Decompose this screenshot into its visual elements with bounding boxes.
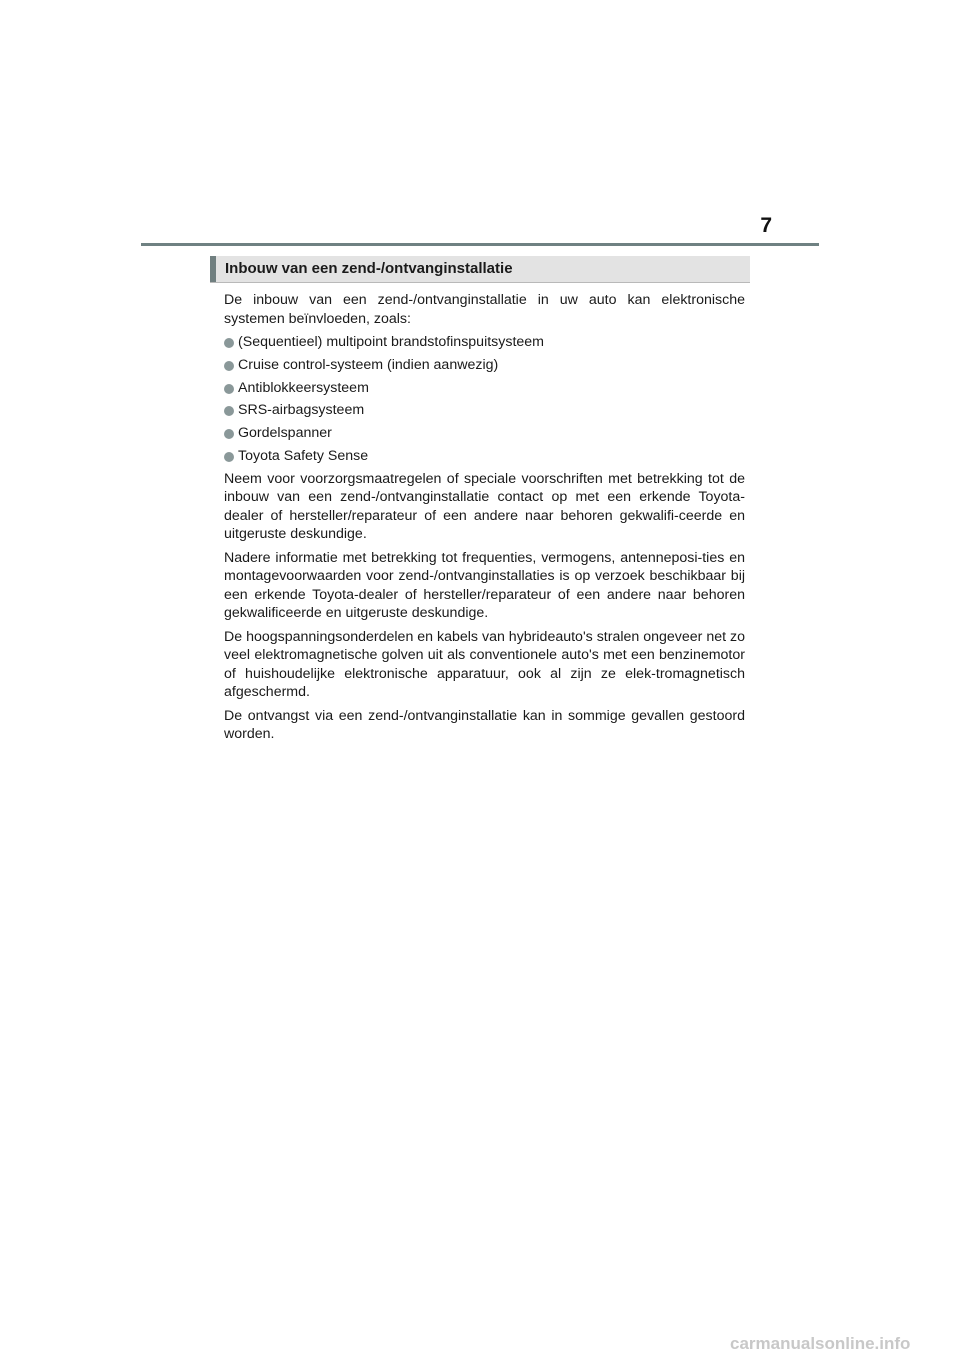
list-item [224, 379, 745, 398]
body-paragraph: De hoogspanningsonderdelen en kabels van hybrideauto's stralen ongeveer net zo veel elektromagnetische golven uit als conventionele auto's met een benzinemotor of huishoudelijke elektronische apparatuur, ook al zijn ze elek-tromagnetisch afgeschermd. [224, 628, 745, 701]
list-item-text: (Sequentieel) multipoint brandstofinspuitsysteem [238, 334, 544, 350]
list-item-text: SRS-airbagsysteem [238, 402, 365, 419]
body-paragraph: De ontvangst via een zend-/ontvanginstallatie kan in sommige gevallen gestoord worden. [224, 707, 745, 743]
list-item [224, 447, 745, 466]
content-body [224, 291, 745, 749]
section-title: Inbouw van een zend-/ontvanginstallatie [225, 260, 513, 277]
header-rule [141, 243, 819, 246]
list-item-text: Cruise control-systeem (indien aanwezig) [238, 356, 499, 373]
intro-paragraph: De inbouw van een zend-/ontvanginstallatie in uw auto kan elektronische systemen beïnvloeden, zoals: [224, 292, 745, 327]
section-heading-accent [210, 256, 216, 282]
bullet-dot-icon [224, 406, 234, 416]
list-item [224, 356, 745, 375]
affected-systems-list [224, 333, 745, 465]
bullet-dot-icon [224, 429, 234, 439]
watermark: carmanualsonline.info [730, 1334, 911, 1353]
body-paragraph: Neem voor voorzorgsmaatregelen of speciale voorschriften met betrekking tot de inbouw van een zend-/ontvanginstallatie contact op met een erkende Toyota-dealer of hersteller/reparateur of een andere naar behoren gekwalifi-ceerde en uitgeruste deskundige. [224, 470, 745, 543]
list-item [224, 424, 745, 443]
body-paragraph: Nadere informatie met betrekking tot frequenties, vermogens, antenneposi-ties en montagevoorwaarden voor zend-/ontvanginstallaties is op verzoek beschikbaar bij een erkende Toyota-dealer of hersteller/reparateur of een andere naar behoren gekwalificeerde en uitgeruste deskundige. [224, 549, 745, 622]
list-item [224, 333, 745, 352]
bullet-dot-icon [224, 338, 234, 348]
page-number: 7 [760, 214, 772, 237]
bullet-dot-icon [224, 452, 234, 462]
list-item [224, 401, 745, 420]
bullet-dot-icon [224, 361, 234, 371]
list-item-text: Toyota Safety Sense [238, 447, 369, 464]
list-item-text: Gordelspanner [238, 425, 332, 442]
section-heading [210, 256, 750, 283]
list-item-text: Antiblokkeersysteem [238, 379, 369, 396]
bullet-dot-icon [224, 384, 234, 394]
